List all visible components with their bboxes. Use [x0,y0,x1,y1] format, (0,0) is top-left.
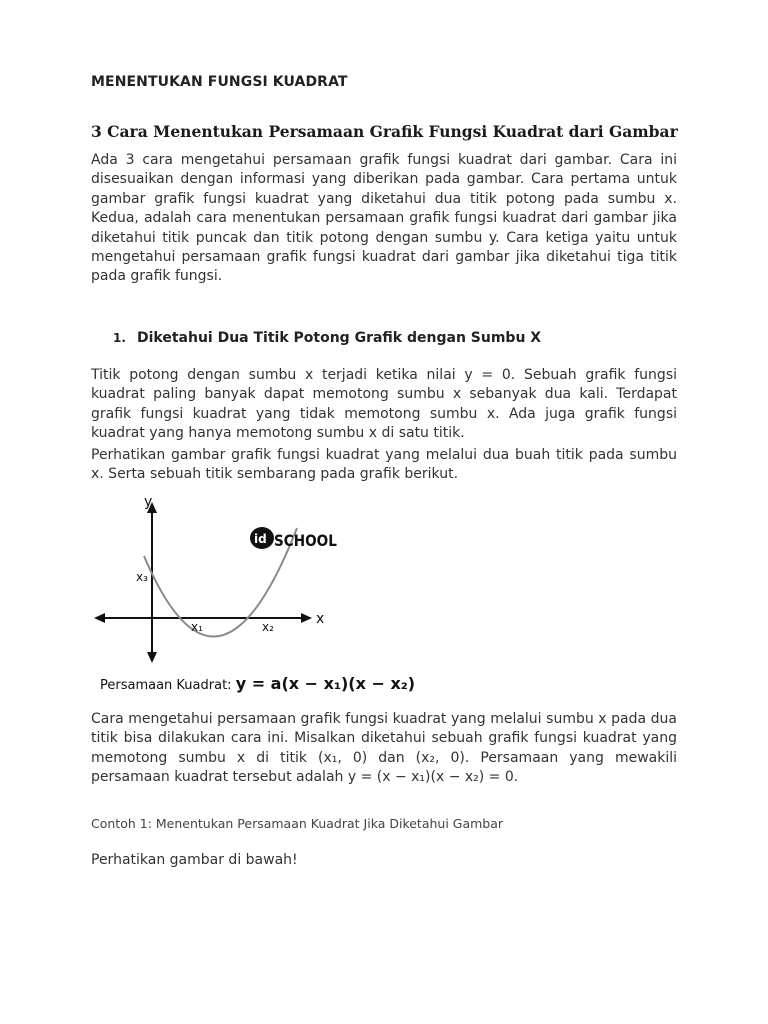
x-axis-arrow-left-icon [94,613,105,623]
svg-text:id: id [254,532,267,546]
x1-label: x₁ [191,620,203,634]
section-title: 3 Cara Menentukan Persamaan Grafik Fungsi Kuadrat dari Gambar [91,122,678,141]
y-axis-label: y [144,494,153,510]
paragraph-figure-intro: Perhatikan gambar grafik fungsi kuadrat yang melalui dua buah titik pada sumbu x. Serta sebuah titik sembarang pada grafik berikut. [91,447,677,483]
x-axis-arrow-icon [301,613,312,623]
x3-label: x₃ [136,570,148,584]
x-axis-label: x [316,611,325,627]
paragraph-intercepts: Titik potong dengan sumbu x terjadi ketika nilai y = 0. Sebuah grafik fungsi kuadrat paling banyak dapat memotong sumbu x sebanyak dua kali. Terdapat grafik fungsi kuadrat yang tidak memotong sumbu x. Ada juga grafik fungsi kuadrat yang hanya memotong sumbu x di satu titik. [91,367,677,442]
y-axis-arrow-down-icon [147,652,157,663]
page-heading: MENENTUKAN FUNGSI KUADRAT [91,74,348,90]
figure-caption [100,674,415,693]
list-number: 1. [113,331,126,345]
example-title: Contoh 1: Menentukan Persamaan Kuadrat Jika Diketahui Gambar [91,816,504,831]
paragraph-method: Cara mengetahui persamaan grafik fungsi kuadrat yang melalui sumbu x pada dua titik bisa dilakukan cara ini. Misalkan diketahui sebuah grafik fungsi kuadrat yang memotong sumbu x di titik (x₁, 0) dan (x₂, 0). Persamaan yang mewakili persamaan kuadrat tersebut adalah y = (x − x₁)(x − x₂) = 0. [91,711,677,786]
x2-label: x₂ [262,620,274,634]
quadratic-graph [92,492,422,700]
caption-prefix: Persamaan Kuadrat: [100,678,236,693]
quadratic-figure [92,492,422,700]
intro-paragraph: Ada 3 cara mengetahui persamaan grafik fungsi kuadrat dari gambar. Cara ini disesuaikan dengan informasi yang diberikan pada gambar. Cara pertama untuk gambar grafik fungsi kuadrat yang diketahui dua titik potong pada sumbu x. Kedua, adalah cara menentukan persamaan grafik fungsi kuadrat dari gambar jika diketahui titik puncak dan titik potong dengan sumbu y. Cara ketiga yaitu untuk mengetahui persamaan grafik fungsi kuadrat dari gambar jika diketahui tiga titik pada grafik fungsi. [91,152,677,285]
caption-formula: y = a(x − x₁)(x − x₂) [235,674,416,693]
closing-line: Perhatikan gambar di bawah! [91,852,298,868]
numbered-heading-text: Diketahui Dua Titik Potong Grafik dengan Sumbu X [137,330,542,346]
svg-text:SCHOOL: SCHOOL [274,531,337,551]
numbered-heading [113,330,541,346]
idschool-logo [250,527,337,550]
